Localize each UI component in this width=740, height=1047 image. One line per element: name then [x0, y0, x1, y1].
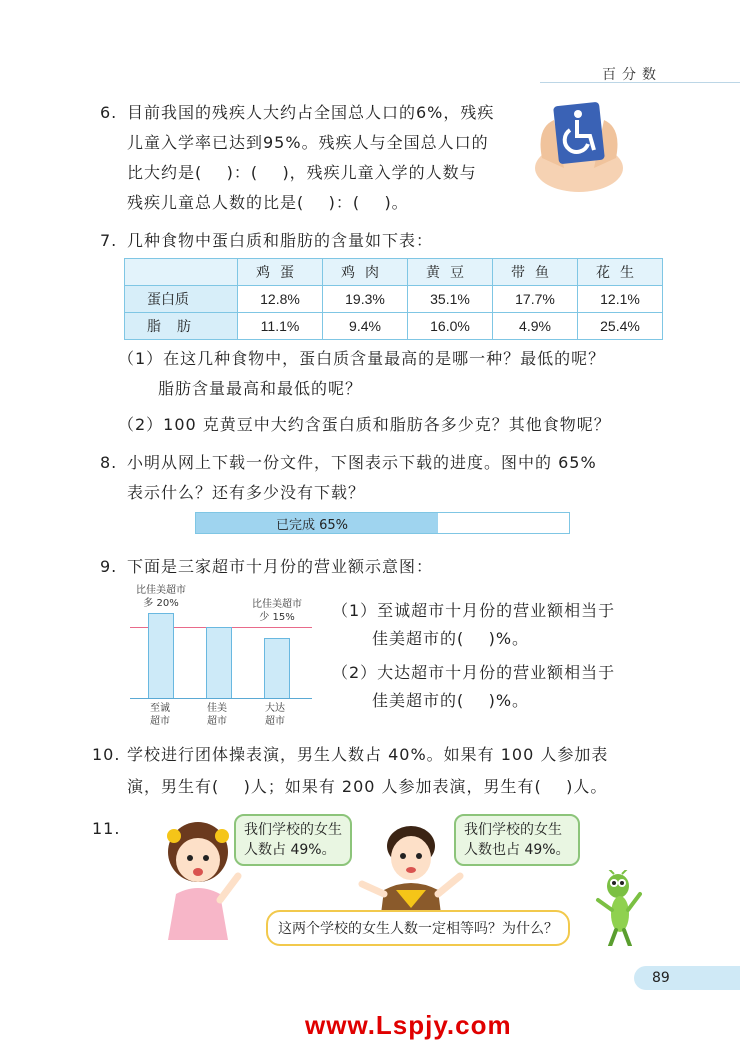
- q10-line1: 学校进行团体操表演，男生人数占 40%。如果有 100 人参加表: [127, 745, 609, 764]
- q9-sub1-line2: [372, 624, 529, 654]
- q9-title: 下面是三家超市十月份的营业额示意图：: [127, 557, 434, 576]
- q9-blank1[interactable]: [464, 629, 488, 648]
- col-header: 带鱼: [493, 259, 578, 286]
- q10-number: 10.: [92, 745, 121, 764]
- watermark: www.Lspjy.com: [305, 1010, 512, 1040]
- annotation-more: [128, 584, 194, 610]
- progress-label: 已完成 65%: [276, 518, 349, 533]
- q6-line4-c: )。: [384, 193, 409, 212]
- q6-line2: 儿童入学率已达到95%。残疾人与全国总人口的: [127, 133, 489, 152]
- boy-bubble-line1: 我们学校的女生: [464, 822, 562, 838]
- annotation-less: [244, 598, 310, 624]
- category-label-line2: 超市: [207, 716, 227, 727]
- download-progress-bar: [195, 512, 570, 534]
- q10-line2-b: )人；如果有 200 人参加表演，男生有(: [243, 777, 542, 796]
- q6-line1: 目前我国的残疾人大约占全国总人口的6%，残疾: [127, 103, 495, 122]
- table-cell: 12.1%: [578, 286, 663, 313]
- q7-sub1-line1: （1）在这几种食物中，蛋白质含量最高的是哪一种？最低的呢？: [118, 349, 606, 368]
- question-bubble: 这两个学校的女生人数一定相等吗？为什么？: [266, 910, 570, 946]
- q10-blank2[interactable]: [542, 777, 566, 796]
- page-number: 89: [634, 966, 740, 990]
- table-cell: 16.0%: [408, 313, 493, 340]
- q6-line3-c: )，残疾儿童入学的人数与: [282, 163, 477, 182]
- col-header: 鸡肉: [323, 259, 408, 286]
- annotation-less-line1: 比佳美超市: [252, 599, 302, 610]
- q9-sub2-line2: [372, 686, 529, 716]
- q7-number: 7.: [100, 231, 118, 250]
- q10-line2: [127, 772, 607, 802]
- q9-sub2-text: 佳美超市的(: [372, 691, 465, 710]
- col-header: 黄豆: [408, 259, 493, 286]
- q6-blank1[interactable]: [202, 163, 226, 182]
- table-row: [125, 286, 663, 313]
- category-label: [255, 702, 295, 728]
- table-cell: 9.4%: [323, 313, 408, 340]
- girl-bubble-line1: 我们学校的女生: [244, 822, 342, 838]
- row-header: 蛋白质: [125, 286, 238, 313]
- table-cell: 12.8%: [238, 286, 323, 313]
- boy-bubble-line2: 人数也占 49%。: [464, 842, 570, 858]
- table-cell: 11.1%: [238, 313, 323, 340]
- table-cell: 4.9%: [493, 313, 578, 340]
- q7-title: 几种食物中蛋白质和脂肪的含量如下表：: [127, 231, 434, 250]
- boy-illustration: [356, 818, 466, 922]
- q9-number: 9.: [100, 557, 118, 576]
- q9-blank2[interactable]: [464, 691, 488, 710]
- q6-blank3[interactable]: [304, 193, 328, 212]
- x-axis: [130, 698, 312, 699]
- q9-sub2-end: )%。: [488, 691, 530, 710]
- category-label-line1: 大达: [265, 703, 285, 714]
- q9-sub1-end: )%。: [488, 629, 530, 648]
- category-label-line1: 至诚: [150, 703, 170, 714]
- table-header-row: [125, 259, 663, 286]
- annotation-more-line2: 多 20%: [143, 598, 179, 609]
- q6-blank2[interactable]: [258, 163, 282, 182]
- category-label: [140, 702, 180, 728]
- table-cell: 19.3%: [323, 286, 408, 313]
- col-header: 鸡蛋: [238, 259, 323, 286]
- q6-text: [127, 98, 527, 218]
- col-header: 花生: [578, 259, 663, 286]
- wheelchair-sign-image: [534, 98, 624, 194]
- q6-line3: [127, 158, 527, 188]
- q8-number: 8.: [100, 453, 118, 472]
- category-label: [197, 702, 237, 728]
- q9-sub2-line1: （2）大达超市十月份的营业额相当于: [332, 663, 616, 682]
- table-corner-cell: [125, 259, 238, 286]
- bar-zhicheng: [148, 613, 174, 699]
- q6-number: 6.: [100, 103, 118, 122]
- table-cell: 25.4%: [578, 313, 663, 340]
- nutrition-table: [124, 258, 663, 340]
- q9-sub1-text: 佳美超市的(: [372, 629, 465, 648]
- q7-sub2: （2）100 克黄豆中大约含蛋白质和脂肪各多少克？其他食物呢？: [118, 415, 611, 434]
- q7-sub1-line2: 脂肪含量最高和最低的呢？: [158, 379, 363, 398]
- q10-line2-a: 演，男生有(: [127, 777, 220, 796]
- q9-sub1-line1: （1）至诚超市十月份的营业额相当于: [332, 601, 616, 620]
- q8-line2: 表示什么？还有多少没有下载？: [127, 483, 366, 502]
- grasshopper-mascot: [594, 870, 642, 946]
- row-header: 脂肪: [125, 313, 238, 340]
- annotation-more-line1: 比佳美超市: [136, 585, 186, 596]
- q10-line2-c: )人。: [566, 777, 608, 796]
- q6-line3-a: 比大约是(: [127, 163, 203, 182]
- boy-speech-bubble: [454, 814, 580, 866]
- bar-jiamei: [206, 627, 232, 699]
- category-label-line1: 佳美: [207, 703, 227, 714]
- q6-line4: [127, 188, 527, 218]
- annotation-less-line2: 少 15%: [259, 612, 295, 623]
- q11-number: 11.: [92, 819, 121, 838]
- girl-speech-bubble: [234, 814, 352, 866]
- q6-line4-b: )：(: [328, 193, 361, 212]
- q6-blank4[interactable]: [360, 193, 384, 212]
- reference-line: [130, 627, 312, 628]
- category-label-line2: 超市: [265, 716, 285, 727]
- chapter-title: 百分数: [602, 67, 662, 83]
- q6-line4-a: 残疾儿童总人数的比是(: [127, 193, 305, 212]
- table-cell: 17.7%: [493, 286, 578, 313]
- table-cell: 35.1%: [408, 286, 493, 313]
- table-row: [125, 313, 663, 340]
- q6-line3-b: )：(: [226, 163, 259, 182]
- girl-bubble-line2: 人数占 49%。: [244, 842, 336, 858]
- category-label-line2: 超市: [150, 716, 170, 727]
- q8-line1: 小明从网上下载一份文件，下图表示下载的进度。图中的 65%: [127, 453, 597, 472]
- q10-blank1[interactable]: [219, 777, 243, 796]
- bar-dada: [264, 638, 290, 699]
